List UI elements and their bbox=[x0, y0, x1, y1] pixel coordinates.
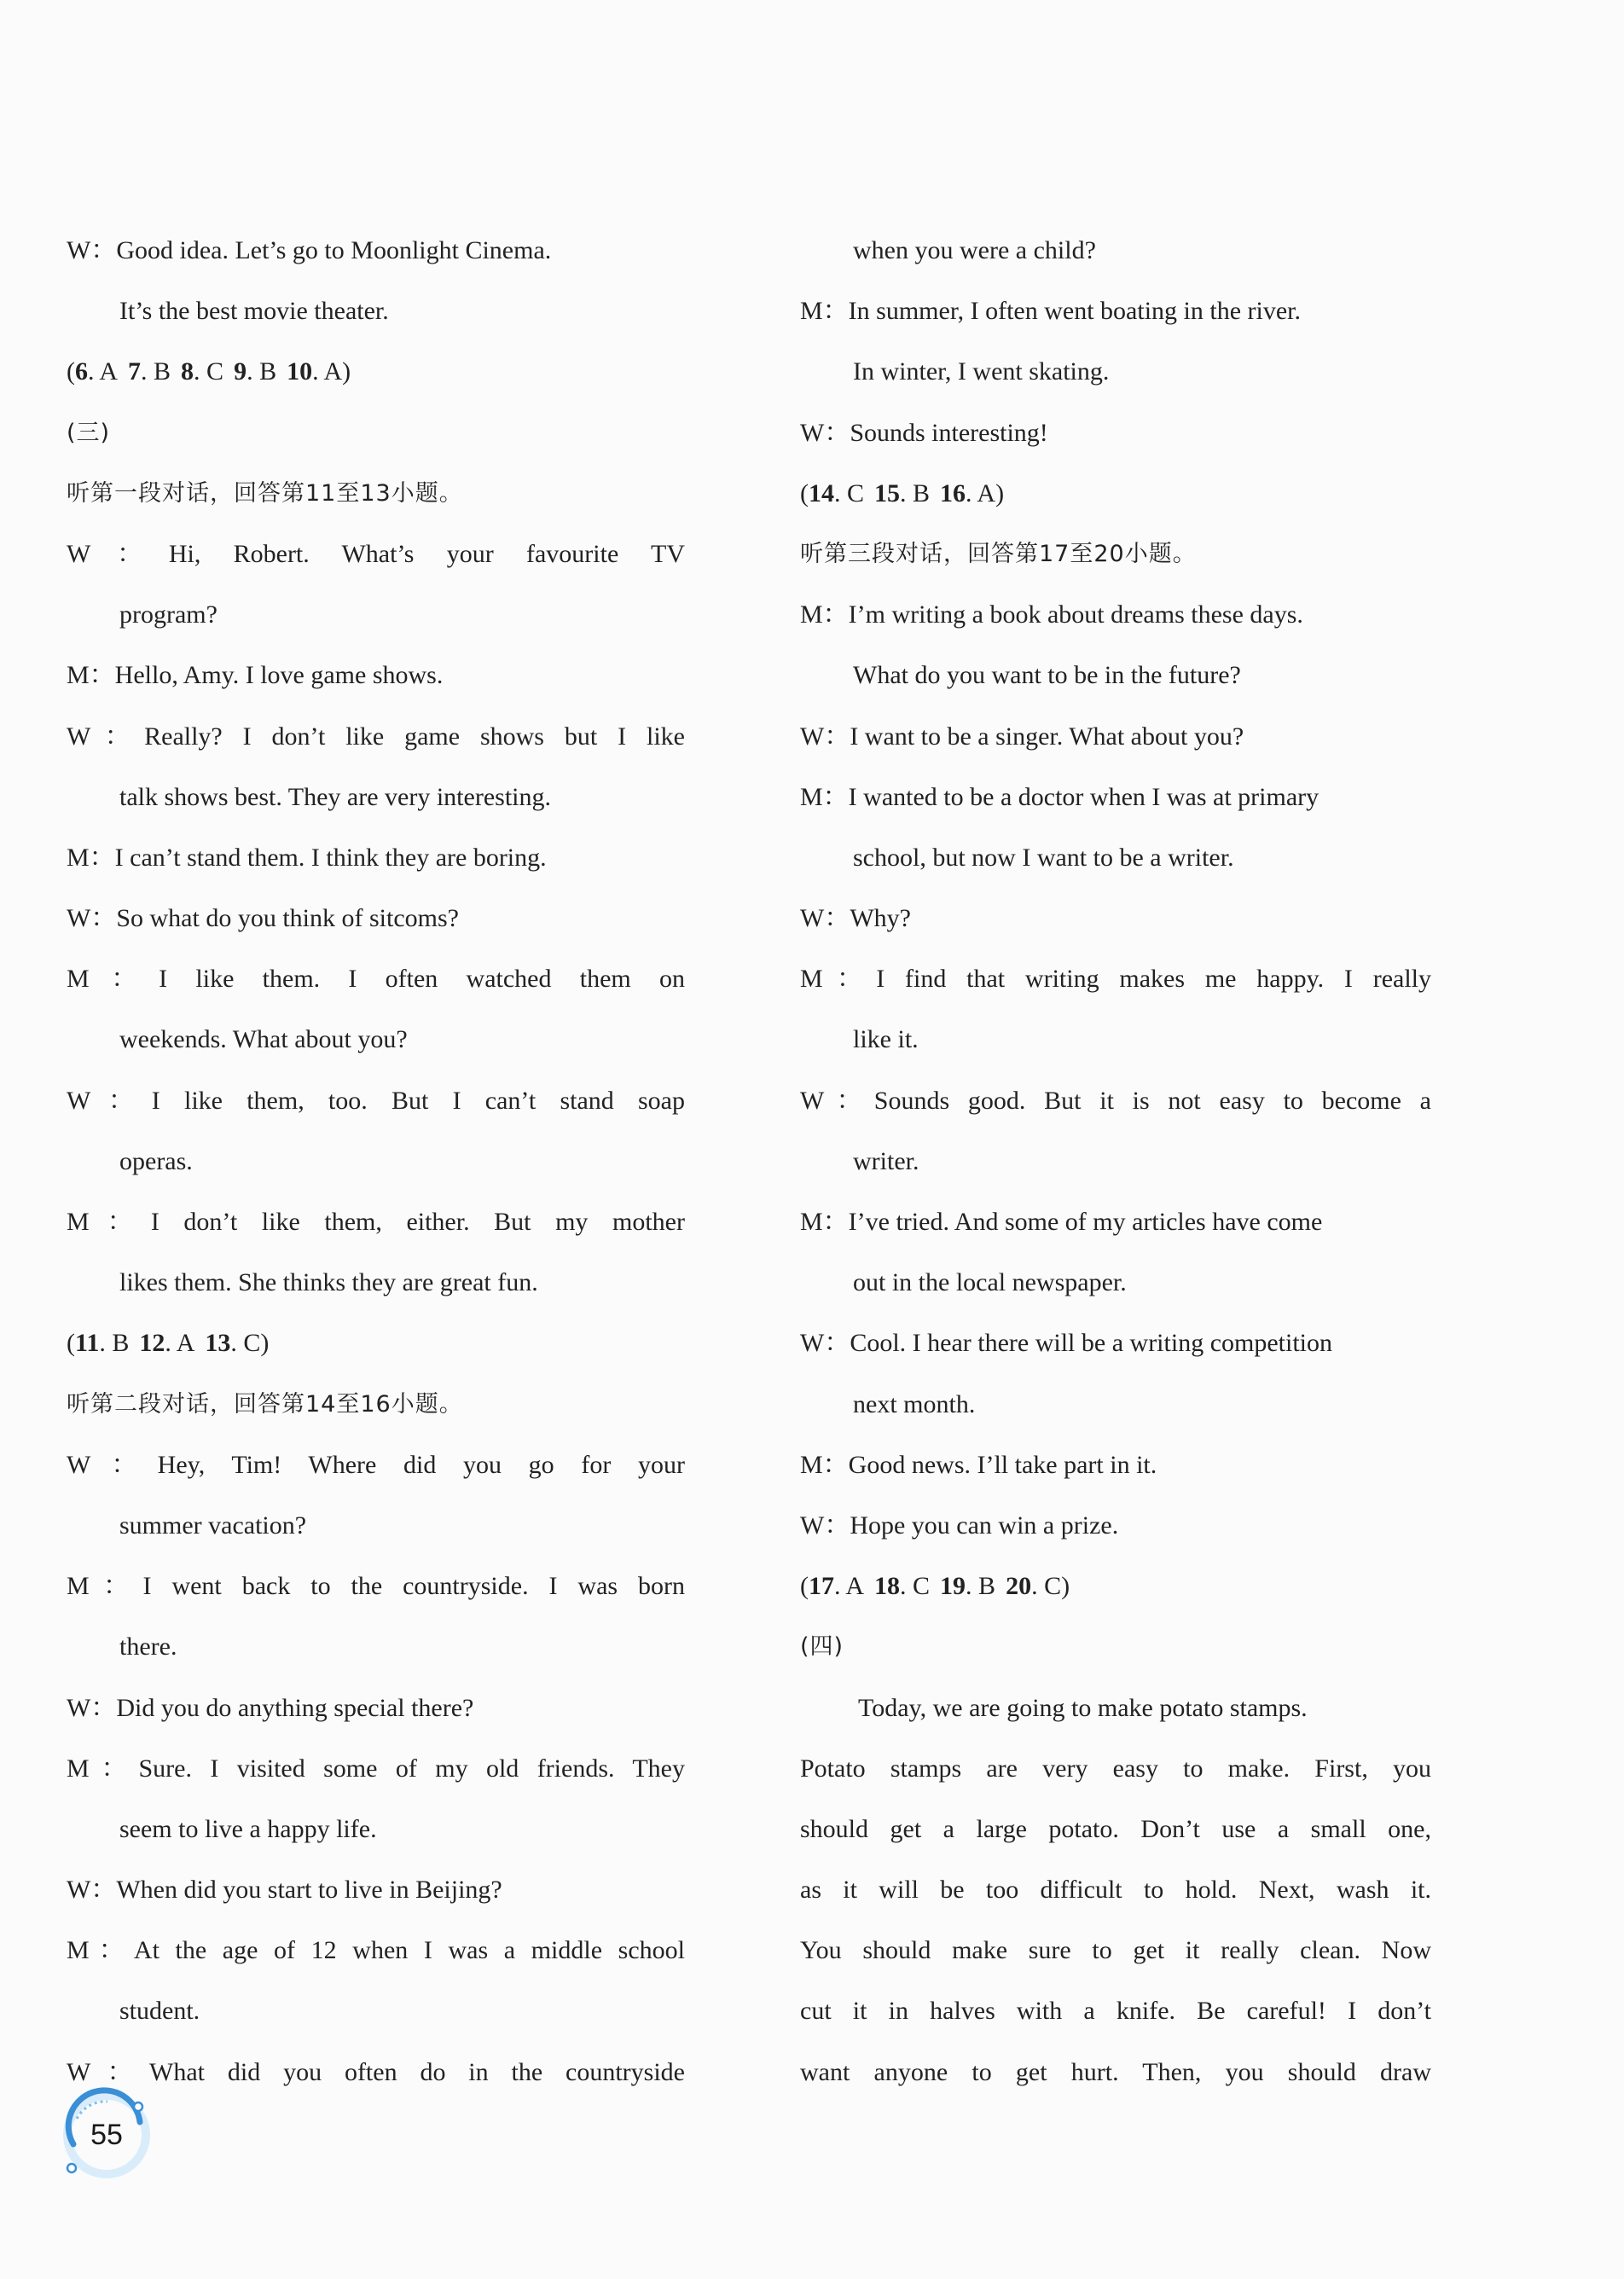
dialogue-line: W：So what do you think of sitcoms? bbox=[67, 904, 459, 933]
answer-number: 6 bbox=[75, 357, 88, 386]
dialogue-line: should get a large potato. Don’t use a small one, bbox=[800, 1814, 1431, 1843]
dialogue-line: M：I don’t like them, either. But my mother bbox=[67, 1208, 685, 1236]
dialogue-line: operas. bbox=[119, 1146, 193, 1175]
answer-number: 14 bbox=[809, 478, 834, 507]
dialogue-line: W：Hi, Robert. What’s your favourite TV bbox=[67, 539, 685, 568]
answer-letter: A bbox=[845, 1572, 865, 1601]
dialogue-line: school, but now I want to be a writer. bbox=[853, 843, 1234, 872]
answer-number: 15 bbox=[874, 478, 901, 507]
answer-key-line: (11. B 12. A 13. C) bbox=[67, 1329, 270, 1358]
dialogue-line: weekends. What about you? bbox=[119, 1025, 408, 1054]
dialogue-line: M：Sure. I visited some of my old friends. They bbox=[67, 1754, 685, 1783]
dialogue-line: M：Good news. I’ll take part in it. bbox=[800, 1450, 1157, 1479]
dialogue-line: W：When did you start to live in Beijing? bbox=[67, 1876, 502, 1905]
answer-letter: B bbox=[259, 357, 277, 386]
section-heading: (四) bbox=[800, 1633, 844, 1661]
answer-number: 19 bbox=[940, 1572, 966, 1601]
dialogue-line: student. bbox=[119, 1997, 200, 2026]
section-heading: 听第三段对话，回答第17至20小题。 bbox=[800, 540, 1197, 567]
dialogue-line: talk shows best. They are very interesting. bbox=[119, 782, 551, 811]
answer-number: 20 bbox=[1006, 1572, 1032, 1601]
answer-number: 18 bbox=[874, 1572, 901, 1601]
dialogue-line: cut it in halves with a knife. Be careful! I don’t bbox=[800, 1997, 1431, 2026]
dialogue-line: M：At the age of 12 when I was a middle school bbox=[67, 1936, 685, 1965]
dialogue-line: when you were a child? bbox=[853, 236, 1096, 264]
dialogue-line: out in the local newspaper. bbox=[853, 1268, 1127, 1297]
dialogue-line: Today, we are going to make potato stamps. bbox=[858, 1693, 1308, 1722]
dialogue-line: M：In summer, I often went boating in the river. bbox=[800, 297, 1302, 326]
dialogue-line: likes them. She thinks they are great fun. bbox=[119, 1268, 538, 1297]
dialogue-line: M：I like them. I often watched them on bbox=[67, 965, 685, 994]
page-number-badge bbox=[56, 2085, 157, 2185]
dialogue-line: M：I’m writing a book about dreams these days. bbox=[800, 600, 1303, 629]
answer-number: 13 bbox=[205, 1329, 231, 1358]
answer-number: 7 bbox=[128, 357, 142, 386]
dialogue-line: W：Why? bbox=[800, 904, 911, 933]
answer-letter: B bbox=[112, 1329, 130, 1358]
dialogue-line: M：I wanted to be a doctor when I was at primary bbox=[800, 782, 1320, 811]
dialogue-line: M：I can’t stand them. I think they are boring. bbox=[67, 843, 547, 872]
dialogue-line: next month. bbox=[853, 1389, 976, 1418]
dialogue-line: What do you want to be in the future? bbox=[853, 661, 1241, 690]
dialogue-line: M：I’ve tried. And some of my articles have come bbox=[800, 1208, 1323, 1236]
left-column bbox=[67, 220, 685, 2102]
dialogue-line: seem to live a happy life. bbox=[119, 1814, 377, 1843]
right-column bbox=[800, 220, 1431, 2102]
page-number: 55 bbox=[90, 2119, 123, 2151]
answer-letter: C bbox=[847, 478, 865, 507]
dialogue-line: W：Hope you can win a prize. bbox=[800, 1511, 1119, 1540]
answer-number: 9 bbox=[234, 357, 247, 386]
dialogue-line: W：Sounds good. But it is not easy to become a bbox=[800, 1086, 1431, 1115]
dialogue-line: W：I want to be a singer. What about you? bbox=[800, 722, 1244, 751]
answer-number: 10 bbox=[287, 357, 313, 386]
answer-letter: A bbox=[99, 357, 119, 386]
dialogue-line: want anyone to get hurt. Then, you should draw bbox=[800, 2057, 1431, 2086]
answer-letter: C bbox=[1044, 1572, 1062, 1601]
answer-key-line: (17. A 18. C 19. B 20. C) bbox=[800, 1572, 1070, 1601]
dialogue-line: W：Cool. I hear there will be a writing competition bbox=[800, 1329, 1332, 1358]
answer-number: 11 bbox=[75, 1329, 100, 1358]
dialogue-line: summer vacation? bbox=[119, 1511, 307, 1540]
dialogue-line: W：Really? I don’t like game shows but I like bbox=[67, 722, 685, 751]
dialogue-line: M：I find that writing makes me happy. I really bbox=[800, 965, 1431, 994]
answer-number: 12 bbox=[139, 1329, 165, 1358]
dialogue-line: M：Hello, Amy. I love game shows. bbox=[67, 661, 444, 690]
answer-letter: B bbox=[154, 357, 171, 386]
dialogue-line: Potato stamps are very easy to make. First, you bbox=[800, 1754, 1431, 1783]
dialogue-line: like it. bbox=[853, 1025, 919, 1054]
dialogue-line: W：I like them, too. But I can’t stand soap bbox=[67, 1086, 685, 1115]
answer-key-line: (6. A 7. B 8. C 9. B 10. A) bbox=[67, 357, 351, 386]
section-heading: 听第一段对话，回答第11至13小题。 bbox=[67, 479, 463, 507]
answer-letter: A bbox=[977, 478, 996, 507]
answer-letter: B bbox=[978, 1572, 996, 1601]
answer-letter: B bbox=[913, 478, 931, 507]
dialogue-line: W：Hey, Tim! Where did you go for your bbox=[67, 1450, 685, 1479]
dialogue-line: W：Did you do anything special there? bbox=[67, 1693, 474, 1722]
dialogue-line: program? bbox=[119, 600, 218, 629]
dialogue-line: M：I went back to the countryside. I was born bbox=[67, 1572, 685, 1601]
answer-key-line: (14. C 15. B 16. A) bbox=[800, 478, 1005, 507]
answer-number: 17 bbox=[809, 1572, 834, 1601]
answer-letter: C bbox=[206, 357, 224, 386]
section-heading: (三) bbox=[67, 419, 111, 446]
dialogue-line: W：What did you often do in the countryside bbox=[67, 2057, 685, 2086]
dialogue-line: there. bbox=[119, 1632, 177, 1661]
dialogue-line: It’s the best movie theater. bbox=[119, 297, 389, 326]
answer-letter: C bbox=[913, 1572, 931, 1601]
dialogue-line: as it will be too difficult to hold. Next, wash it. bbox=[800, 1876, 1431, 1905]
answer-letter: A bbox=[176, 1329, 195, 1358]
dialogue-line: W：Good idea. Let’s go to Moonlight Cinema. bbox=[67, 236, 552, 264]
answer-number: 8 bbox=[181, 357, 194, 386]
dialogue-line: You should make sure to get it really clean. Now bbox=[800, 1936, 1431, 1965]
answer-letter: A bbox=[323, 357, 343, 386]
answer-number: 16 bbox=[940, 478, 966, 507]
dialogue-line: W：Sounds interesting! bbox=[800, 418, 1048, 447]
answer-letter: C bbox=[243, 1329, 261, 1358]
dialogue-line: In winter, I went skating. bbox=[853, 357, 1110, 386]
dialogue-line: writer. bbox=[853, 1146, 919, 1175]
section-heading: 听第二段对话，回答第14至16小题。 bbox=[67, 1390, 463, 1418]
